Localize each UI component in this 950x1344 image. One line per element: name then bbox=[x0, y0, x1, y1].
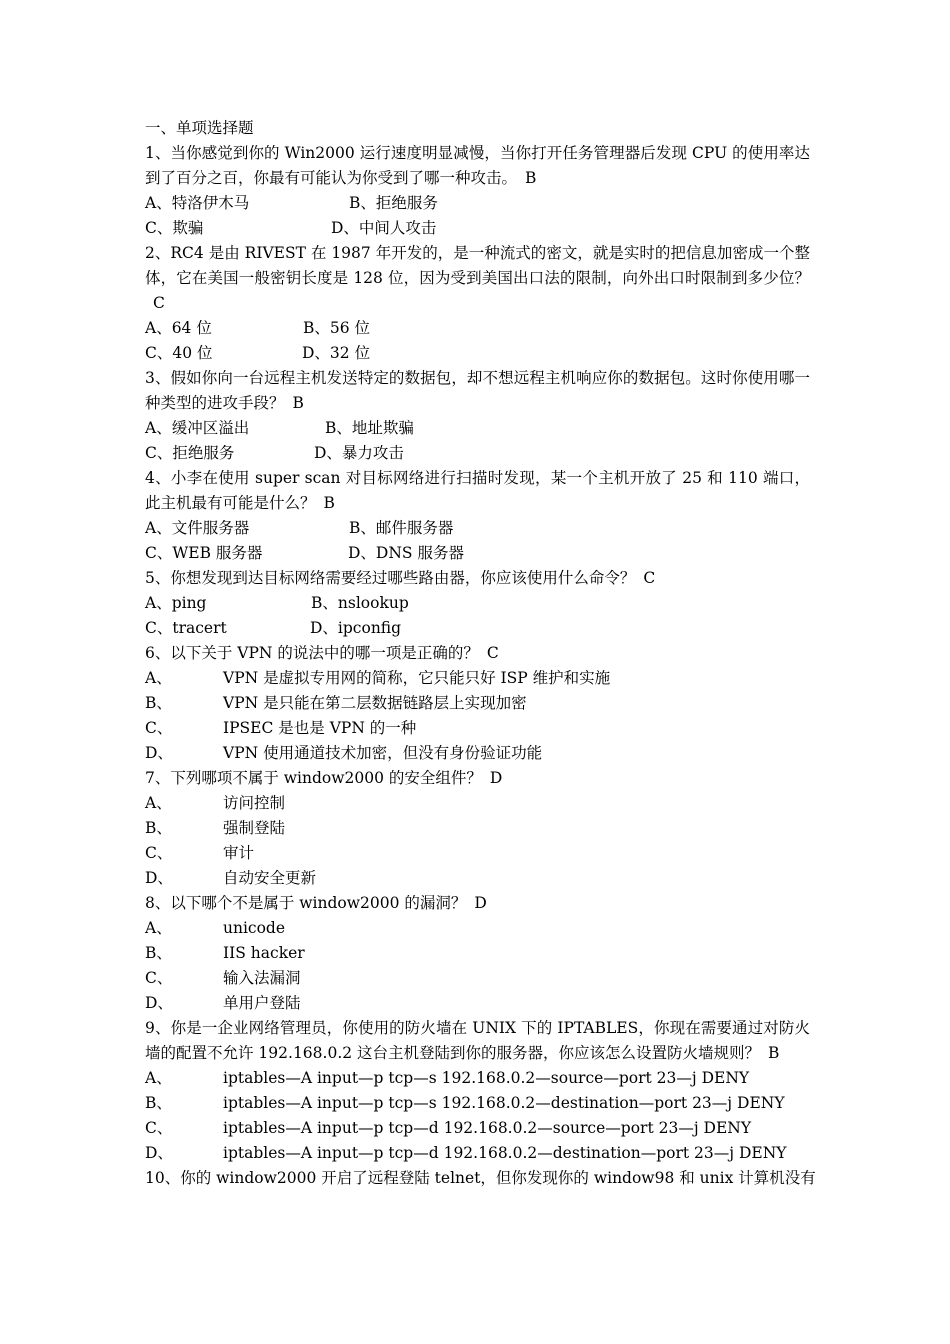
option-text: VPN 是虚拟专用网的简称，它只能只好 ISP 维护和实施 bbox=[223, 669, 611, 687]
option-row bbox=[145, 216, 810, 241]
option-row bbox=[145, 916, 810, 941]
question-7 bbox=[145, 766, 810, 791]
question-answer: D bbox=[474, 894, 487, 912]
question-1 bbox=[145, 141, 810, 191]
option-d: D、DNS 服务器 bbox=[348, 544, 464, 562]
option-c: C、拒绝服务 bbox=[145, 444, 235, 462]
option-letter: C、 bbox=[145, 969, 173, 987]
question-answer: B bbox=[292, 394, 304, 412]
option-row bbox=[145, 1066, 810, 1091]
option-c: C、tracert bbox=[145, 619, 227, 637]
option-d: D、ipconfig bbox=[310, 619, 402, 637]
option-row bbox=[145, 741, 810, 766]
option-text: IPSEC 是也是 VPN 的一种 bbox=[223, 719, 417, 737]
option-a: A、64 位 bbox=[145, 319, 212, 337]
option-text: 输入法漏洞 bbox=[223, 969, 301, 987]
option-row bbox=[145, 1116, 810, 1141]
option-letter: B、 bbox=[145, 819, 172, 837]
option-d: D、中间人攻击 bbox=[331, 219, 437, 237]
option-a: A、缓冲区溢出 bbox=[145, 419, 250, 437]
question-text: 4、小李在使用 super scan 对目标网络进行扫描时发现，某一个主机开放了 25 和 110 端口，此主机最有可能是什么？ bbox=[145, 469, 810, 512]
option-letter: D、 bbox=[145, 1144, 173, 1162]
option-text: 单用户登陆 bbox=[223, 994, 301, 1012]
option-letter: B、 bbox=[145, 1094, 172, 1112]
question-answer: C bbox=[153, 294, 165, 312]
question-text: 6、以下关于 VPN 的说法中的哪一项是正确的？ bbox=[145, 644, 479, 662]
option-text: VPN 使用通道技术加密，但没有身份验证功能 bbox=[223, 744, 543, 762]
option-row bbox=[145, 666, 810, 691]
option-row bbox=[145, 591, 810, 616]
option-a: A、ping bbox=[145, 594, 207, 612]
question-answer: D bbox=[489, 769, 503, 787]
question-answer: B bbox=[768, 1044, 780, 1062]
option-letter: D、 bbox=[145, 994, 173, 1012]
option-row bbox=[145, 441, 810, 466]
option-letter: A、 bbox=[145, 669, 172, 687]
option-row bbox=[145, 541, 810, 566]
question-text: 3、假如你向一台远程主机发送特定的数据包，却不想远程主机响应你的数据包。这时你使用哪一种类型的进攻手段？ bbox=[145, 369, 810, 412]
option-text: 自动安全更新 bbox=[223, 869, 317, 887]
question-answer: B bbox=[323, 494, 335, 512]
option-letter: B、 bbox=[145, 694, 172, 712]
option-letter: A、 bbox=[145, 794, 172, 812]
option-row bbox=[145, 991, 810, 1016]
option-letter: C、 bbox=[145, 1119, 173, 1137]
question-answer: C bbox=[486, 644, 499, 662]
option-a: A、特洛伊木马 bbox=[145, 194, 250, 212]
option-b: B、拒绝服务 bbox=[349, 194, 438, 212]
option-text: 访问控制 bbox=[223, 794, 286, 812]
option-text: VPN 是只能在第二层数据链路层上实现加密 bbox=[223, 694, 527, 712]
option-row bbox=[145, 716, 810, 741]
option-row bbox=[145, 841, 810, 866]
question-4 bbox=[145, 466, 810, 516]
option-letter: C、 bbox=[145, 719, 173, 737]
option-row bbox=[145, 1091, 810, 1116]
question-text: 8、以下哪个不是属于 window2000 的漏洞？ bbox=[145, 894, 467, 912]
option-row bbox=[145, 791, 810, 816]
option-c: C、40 位 bbox=[145, 344, 213, 362]
question-text: 2、RC4 是由 RIVEST 在 1987 年开发的，是一种流式的密文，就是实时的把信息加密成一个整体，它在美国一般密钥长度是 128 位，因为受到美国出口法的限制，向外出口时限制到多少位？ bbox=[145, 244, 810, 287]
option-row bbox=[145, 941, 810, 966]
option-b: B、地址欺骗 bbox=[325, 419, 414, 437]
option-letter: A、 bbox=[145, 1069, 172, 1087]
option-text: 审计 bbox=[223, 844, 255, 862]
question-answer: B bbox=[525, 169, 537, 187]
option-row bbox=[145, 616, 810, 641]
document-content bbox=[145, 116, 816, 1191]
question-8 bbox=[145, 891, 810, 916]
question-9 bbox=[145, 1016, 810, 1066]
option-row bbox=[145, 691, 810, 716]
question-10 bbox=[145, 1166, 816, 1191]
question-6 bbox=[145, 641, 810, 666]
option-c: C、WEB 服务器 bbox=[145, 544, 263, 562]
option-letter: B、 bbox=[145, 944, 172, 962]
option-row bbox=[145, 191, 810, 216]
option-letter: D、 bbox=[145, 869, 173, 887]
option-a: A、文件服务器 bbox=[145, 519, 250, 537]
option-row bbox=[145, 866, 810, 891]
question-text: 10、你的 window2000 开启了远程登陆 telnet，但你发现你的 window98 和 unix 计算机没有 bbox=[145, 1169, 816, 1187]
option-letter: C、 bbox=[145, 844, 173, 862]
question-text: 5、你想发现到达目标网络需要经过哪些路由器，你应该使用什么命令？ bbox=[145, 569, 636, 587]
option-text: 强制登陆 bbox=[223, 819, 286, 837]
option-text: unicode bbox=[223, 919, 286, 937]
question-3 bbox=[145, 366, 810, 416]
question-text: 9、你是一企业网络管理员，你使用的防火墙在 UNIX 下的 IPTABLES，你现在需要通过对防火墙的配置不允许 192.168.0.2 这台主机登陆到你的服务器，你应该怎么设置防火墙规则？ bbox=[145, 1019, 810, 1062]
option-b: B、邮件服务器 bbox=[349, 519, 454, 537]
section-title: 一、单项选择题 bbox=[145, 119, 254, 137]
option-row bbox=[145, 516, 810, 541]
option-letter: A、 bbox=[145, 919, 172, 937]
option-b: B、nslookup bbox=[311, 594, 409, 612]
option-row bbox=[145, 341, 810, 366]
option-d: D、暴力攻击 bbox=[314, 444, 404, 462]
question-answer: C bbox=[643, 569, 656, 587]
option-row bbox=[145, 1141, 810, 1166]
option-d: D、32 位 bbox=[302, 344, 371, 362]
question-text: 7、下列哪项不属于 window2000 的安全组件？ bbox=[145, 769, 482, 787]
option-text: IIS hacker bbox=[223, 944, 305, 962]
option-row bbox=[145, 816, 810, 841]
option-row bbox=[145, 416, 810, 441]
option-letter: D、 bbox=[145, 744, 173, 762]
question-2 bbox=[145, 241, 810, 316]
option-text: iptables—A input—p tcp—s 192.168.0.2—source—port 23—j DENY bbox=[223, 1069, 750, 1087]
question-text: 1、当你感觉到你的 Win2000 运行速度明显减慢，当你打开任务管理器后发现 CPU 的使用率达到了百分之百，你最有可能认为你受到了哪一种攻击。 bbox=[145, 144, 810, 187]
question-5 bbox=[145, 566, 810, 591]
option-text: iptables—A input—p tcp—d 192.168.0.2—destination—port 23—j DENY bbox=[223, 1144, 787, 1162]
option-text: iptables—A input—p tcp—s 192.168.0.2—destination—port 23—j DENY bbox=[223, 1094, 785, 1112]
option-row bbox=[145, 316, 810, 341]
option-c: C、欺骗 bbox=[145, 219, 204, 237]
option-row bbox=[145, 966, 810, 991]
option-b: B、56 位 bbox=[303, 319, 371, 337]
option-text: iptables—A input—p tcp—d 192.168.0.2—source—port 23—j DENY bbox=[223, 1119, 752, 1137]
